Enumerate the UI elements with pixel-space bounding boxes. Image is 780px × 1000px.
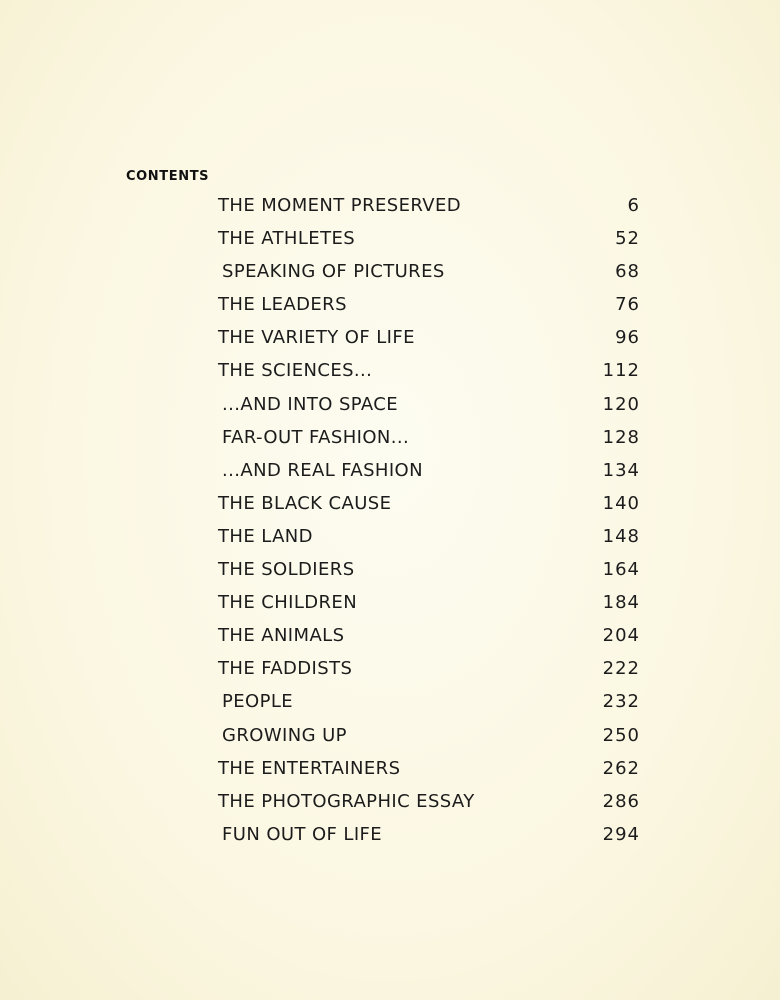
toc-entry-page-number: 148 bbox=[602, 525, 640, 547]
toc-entry-title: FUN OUT OF LIFE bbox=[222, 823, 383, 845]
toc-entry-title: GROWING UP bbox=[222, 724, 347, 746]
toc-entry-page-number: 222 bbox=[602, 658, 640, 680]
toc-entry-page-number: 6 bbox=[627, 195, 640, 216]
toc-entry-page-number: 232 bbox=[602, 691, 640, 713]
toc-entry-title: THE SCIENCES... bbox=[218, 360, 373, 382]
toc-entry bbox=[218, 789, 640, 822]
contents-heading: CONTENTS bbox=[126, 169, 210, 184]
toc-entry-title: THE PHOTOGRAPHIC ESSAY bbox=[218, 790, 475, 812]
toc-entry-title: THE MOMENT PRESERVED bbox=[218, 195, 462, 216]
toc-entry-page-number: 164 bbox=[602, 559, 640, 581]
toc-entry-title: THE VARIETY OF LIFE bbox=[218, 327, 415, 349]
toc-entry bbox=[218, 822, 640, 855]
toc-entry bbox=[218, 623, 640, 656]
toc-entry-title: THE ENTERTAINERS bbox=[218, 757, 401, 779]
toc-entry bbox=[218, 259, 640, 292]
toc-entry bbox=[218, 392, 640, 425]
toc-entry-title: THE LEADERS bbox=[218, 294, 347, 316]
toc-entry-page-number: 128 bbox=[602, 426, 640, 448]
toc-entry-page-number: 250 bbox=[602, 724, 640, 746]
toc-entry-page-number: 112 bbox=[602, 360, 640, 382]
toc-entry-title: THE CHILDREN bbox=[218, 592, 358, 614]
toc-entry-title: THE FADDISTS bbox=[218, 658, 353, 680]
toc-entry bbox=[218, 193, 640, 226]
table-of-contents bbox=[218, 193, 640, 855]
toc-entry-page-number: 294 bbox=[602, 823, 640, 845]
toc-entry bbox=[218, 557, 640, 590]
toc-entry-page-number: 96 bbox=[615, 327, 640, 349]
toc-entry-title: SPEAKING OF PICTURES bbox=[222, 261, 445, 283]
toc-entry-page-number: 120 bbox=[602, 393, 640, 415]
toc-entry-title: THE LAND bbox=[218, 525, 313, 547]
toc-entry-page-number: 52 bbox=[615, 228, 640, 250]
toc-entry bbox=[218, 292, 640, 325]
toc-entry-title: PEOPLE bbox=[222, 691, 294, 713]
toc-entry bbox=[218, 358, 640, 391]
toc-entry bbox=[218, 524, 640, 557]
toc-entry-page-number: 204 bbox=[602, 625, 640, 647]
toc-entry-page-number: 262 bbox=[602, 757, 640, 779]
toc-entry bbox=[218, 689, 640, 722]
toc-entry bbox=[218, 325, 640, 358]
toc-entry bbox=[218, 491, 640, 524]
toc-entry-page-number: 140 bbox=[602, 492, 640, 514]
toc-entry-page-number: 286 bbox=[602, 790, 640, 812]
toc-entry bbox=[218, 458, 640, 491]
toc-entry bbox=[218, 590, 640, 623]
toc-entry bbox=[218, 723, 640, 756]
toc-entry-title: ...AND INTO SPACE bbox=[222, 393, 399, 415]
toc-entry-page-number: 76 bbox=[615, 294, 640, 316]
toc-entry-title: THE ATHLETES bbox=[218, 228, 356, 250]
toc-entry-title: ...AND REAL FASHION bbox=[222, 459, 423, 481]
toc-entry-title: THE SOLDIERS bbox=[218, 559, 355, 581]
toc-entry-title: THE ANIMALS bbox=[218, 625, 345, 647]
toc-entry-page-number: 134 bbox=[602, 459, 640, 481]
toc-entry-title: FAR-OUT FASHION... bbox=[222, 426, 410, 448]
toc-entry-page-number: 68 bbox=[615, 261, 640, 283]
toc-entry bbox=[218, 425, 640, 458]
toc-entry-title: THE BLACK CAUSE bbox=[218, 492, 392, 514]
toc-entry-page-number: 184 bbox=[602, 592, 640, 614]
toc-entry bbox=[218, 756, 640, 789]
toc-entry bbox=[218, 226, 640, 259]
toc-entry bbox=[218, 656, 640, 689]
